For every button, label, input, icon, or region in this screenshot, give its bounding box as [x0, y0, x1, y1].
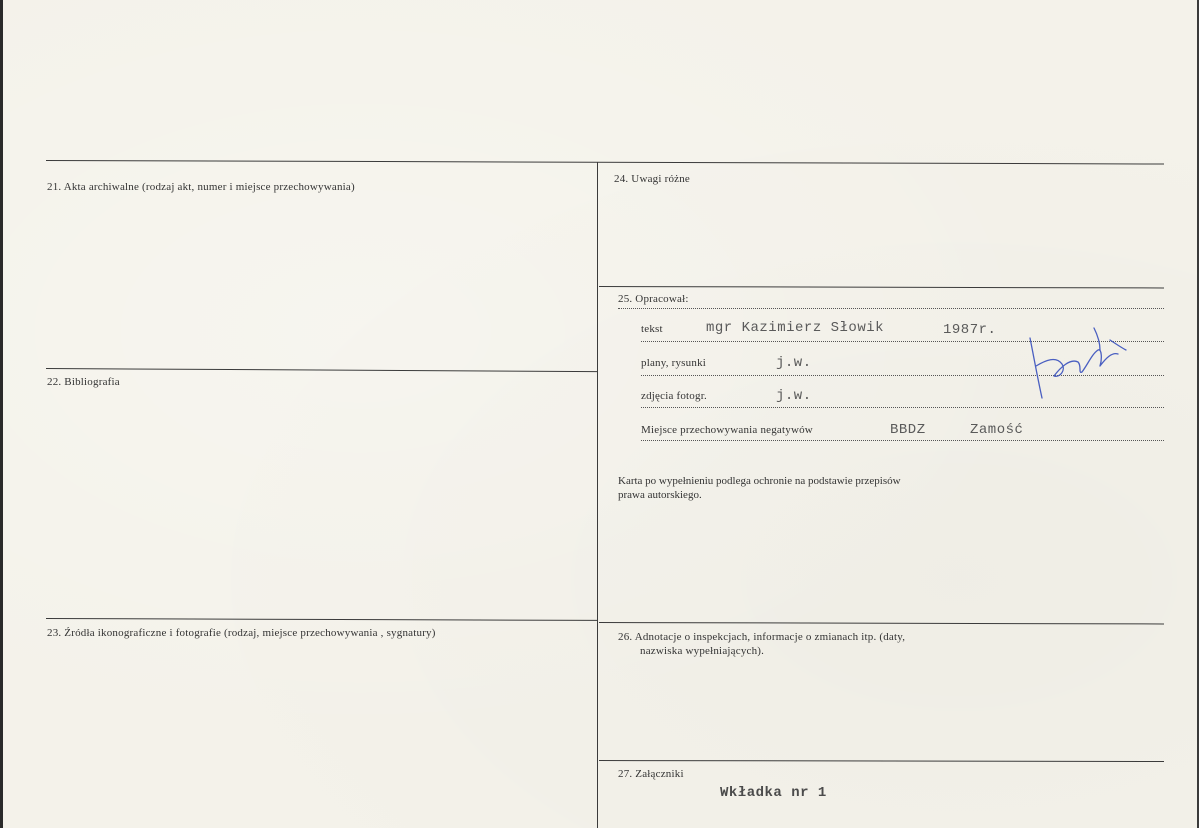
signature-icon	[1020, 318, 1130, 408]
miejsce-dotline	[641, 440, 1164, 441]
tekst-label: tekst	[641, 323, 663, 335]
section-23-label: 23. Źródła ikonograficzne i fotografie (rodzaj, miejsce przechowywania , sygnatury)	[47, 627, 436, 639]
section-21-label: 21. Akta archiwalne (rodzaj akt, numer i miejsce przechowywania)	[47, 181, 355, 193]
miejsce-label: Miejsce przechowywania negatywów	[641, 424, 813, 436]
section-25-label: 25. Opracował:	[618, 293, 689, 305]
section-24-label: 24. Uwagi różne	[614, 173, 691, 185]
tekst-year: 1987r.	[943, 322, 997, 338]
copyright-note-line-2: prawa autorskiego.	[618, 489, 702, 501]
rule-21-22	[46, 368, 597, 372]
section-26-label-line-1: 26. Adnotacje o inspekcjach, informacje o zmianach itp. (daty,	[618, 631, 906, 643]
rule-24-25	[599, 286, 1164, 288]
copyright-note-line-1: Karta po wypełnieniu podlega ochronie na podstawie przepisów	[618, 475, 901, 487]
left-edge	[0, 0, 3, 828]
rule-26-27	[599, 760, 1164, 762]
top-rule	[46, 160, 1164, 165]
section-27-value: Wkładka nr 1	[720, 785, 827, 801]
section-26-label-line-2: nazwiska wypełniających).	[640, 645, 765, 657]
tekst-value: mgr Kazimierz Słowik	[706, 320, 885, 336]
section-25-dotline	[618, 308, 1164, 309]
section-27-label: 27. Załączniki	[618, 768, 684, 780]
rule-25-26	[599, 622, 1164, 624]
miejsce-value-2: Zamość	[970, 422, 1024, 438]
center-divider	[597, 162, 598, 828]
plany-value: j.w.	[776, 355, 812, 371]
plany-label: plany, rysunki	[641, 357, 707, 369]
zdjecia-label: zdjęcia fotogr.	[641, 390, 707, 402]
section-22-label: 22. Bibliografia	[47, 376, 120, 388]
zdjecia-value: j.w.	[776, 388, 812, 404]
rule-22-23	[46, 618, 597, 621]
miejsce-value-1: BBDZ	[890, 422, 926, 438]
